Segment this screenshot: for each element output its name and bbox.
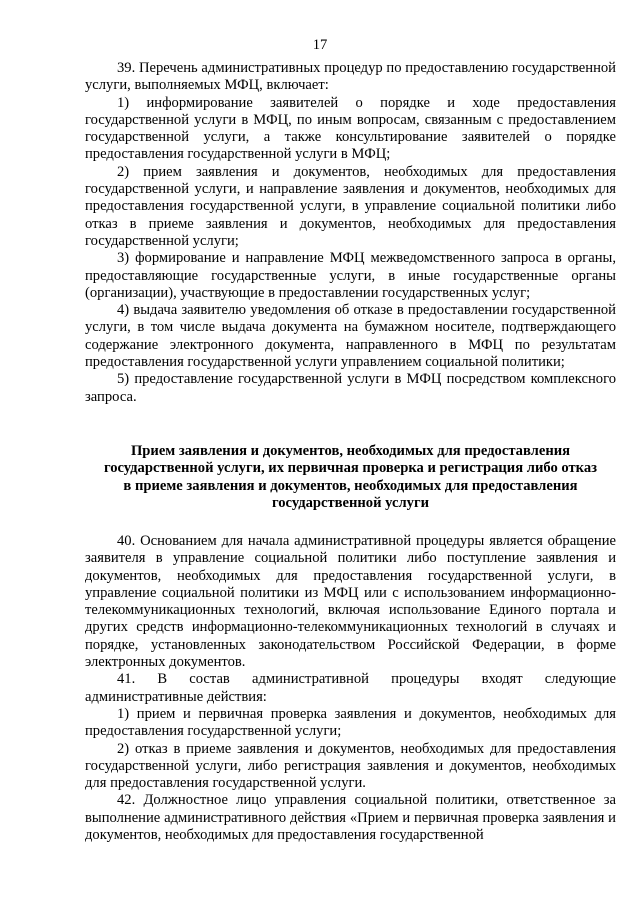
page-number: 17 (312, 37, 328, 53)
heading-line: Прием заявления и документов, необходимых для предоставления (130, 443, 571, 459)
section-mfc-procedures (85, 60, 616, 406)
paragraph-39: 39. Перечень административных процедур по предоставлению государственной услуги, выполняемых МФЦ, включает: (85, 60, 616, 94)
list-item-4: 4) выдача заявителю уведомления об отказе в предоставлении государственной услуги, в том числе выдача документа на бумажном носителе, подтверждающего содержание электронного документа, направленного в МФЦ по результатам предоставления государственной услуги управлением социальной политики; (85, 302, 616, 371)
list-item-3: 3) формирование и направление МФЦ межведомственного запроса в органы, предоставляющие государственные услуги, в иные государственные органы (организации), участвующие в предоставлении государственных услуг; (85, 250, 616, 301)
list-item-1: 1) информирование заявителей о порядке и ходе предоставления государственной услуги в МФЦ, по иным вопросам, связанным с предоставлением государственной услуги, а также консультирование заявителей о порядке предоставления государственной услуги в МФЦ; (85, 94, 616, 163)
section-reception (85, 533, 616, 844)
list-item-1: 1) прием и первичная проверка заявления и документов, необходимых для предоставления государственной услуги; (85, 705, 616, 740)
list-item-2: 2) прием заявления и документов, необходимых для предоставления государственной услуги, и направление заявления и документов, необходимых для предоставления государственной услуги, в управление социальной политики либо отказ в приеме заявления и документов, необходимых для предоставления государственной услуги; (85, 163, 616, 249)
section-heading (85, 443, 616, 512)
paragraph-40: 40. Основанием для начала административной процедуры является обращение заявителя в управление социальной политики либо поступление заявления и документов, необходимых для предоставления государственной услуги, в управление социальной политики из МФЦ или с использованием информационно-телекоммуникационных технологий, включая использование Единого портала и других средств информационно-телекоммуникационных технологий в случаях и порядке, установленных законодательством Российской Федерации, в форме электронных документов. (85, 533, 616, 671)
paragraph-41: 41. В состав административной процедуры входят следующие административные действия: (85, 671, 616, 705)
list-item-2: 2) отказ в приеме заявления и документов, необходимых для предоставления государственной услуги, либо регистрация заявления и документов, необходимых для предоставления государственной услуги. (85, 740, 616, 792)
heading-line: государственной услуги (271, 494, 430, 511)
paragraph-42: 42. Должностное лицо управления социальной политики, ответственное за выполнение административного действия «Прием и первичная проверка заявления и документов, необходимых для предоставления государственной (85, 792, 616, 844)
heading-line: в приеме заявления и документов, необходимых для предоставления (123, 477, 578, 494)
list-item-5: 5) предоставление государственной услуги в МФЦ посредством комплексного запроса. (85, 371, 616, 405)
heading-line: государственной услуги, их первичная проверка и регистрация либо отказ (103, 460, 598, 477)
